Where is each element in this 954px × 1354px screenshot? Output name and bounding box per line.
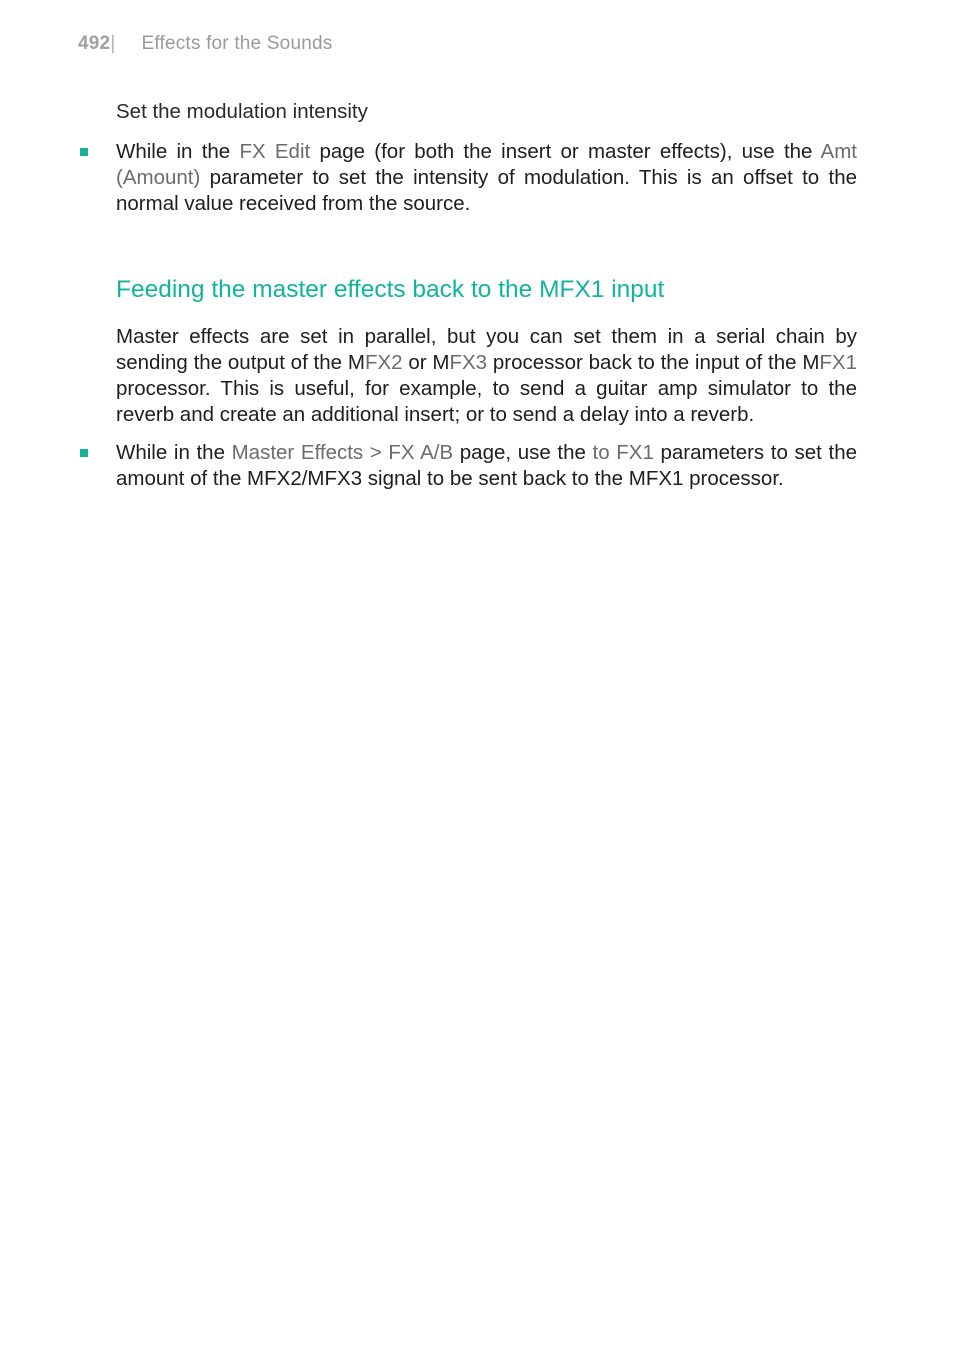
paragraph-text: processor. This is useful, for example, to send a guitar amp simulator to the reverb and create an additional insert; or to send a delay into a reverb. [116,377,857,426]
bullet-text: While in the [116,140,240,163]
section-title: Feeding the master effects back to the MFX1 input [116,276,665,303]
bullet-text: While in the [116,441,232,464]
bullet-square-icon [80,148,88,156]
page-header [78,33,332,55]
subsection-heading: Set the modulation intensity [116,100,368,123]
param-fx2: FX2 [364,351,403,374]
bullet-item-feedback [116,440,857,492]
header-separator: | [110,33,116,54]
paragraph-text: or M [402,351,450,374]
bullet-text: page (for both the insert or master effects), use the [310,140,821,163]
param-amt: Amt (Amount) [116,140,857,189]
param-fx1: FX1 [819,351,858,374]
param-fx-edit: FX Edit [239,140,311,163]
bullet-square-icon [80,449,88,457]
bullet-text: page, use the [453,441,593,464]
chapter-title: Effects for the Sounds [141,33,333,54]
bullet-text: parameters to set the amount of the MFX2/MFX3 signal to be sent back to the MFX1 processor. [116,441,857,490]
bullet-item-modulation [116,139,857,217]
paragraph-text: Master effects are set in parallel, but you can set them in a serial chain by sending the output of the M [116,325,857,374]
param-fx3: FX3 [449,351,488,374]
body-paragraph [116,324,857,428]
paragraph-text: processor back to the input of the M [487,351,820,374]
param-to-fx1: to FX1 [592,441,654,464]
param-master-effects-path: Master Effects > FX A/B [231,441,454,464]
page-number: 492 [78,33,111,54]
bullet-text: parameter to set the intensity of modulation. This is an offset to the normal value received from the source. [116,166,857,215]
